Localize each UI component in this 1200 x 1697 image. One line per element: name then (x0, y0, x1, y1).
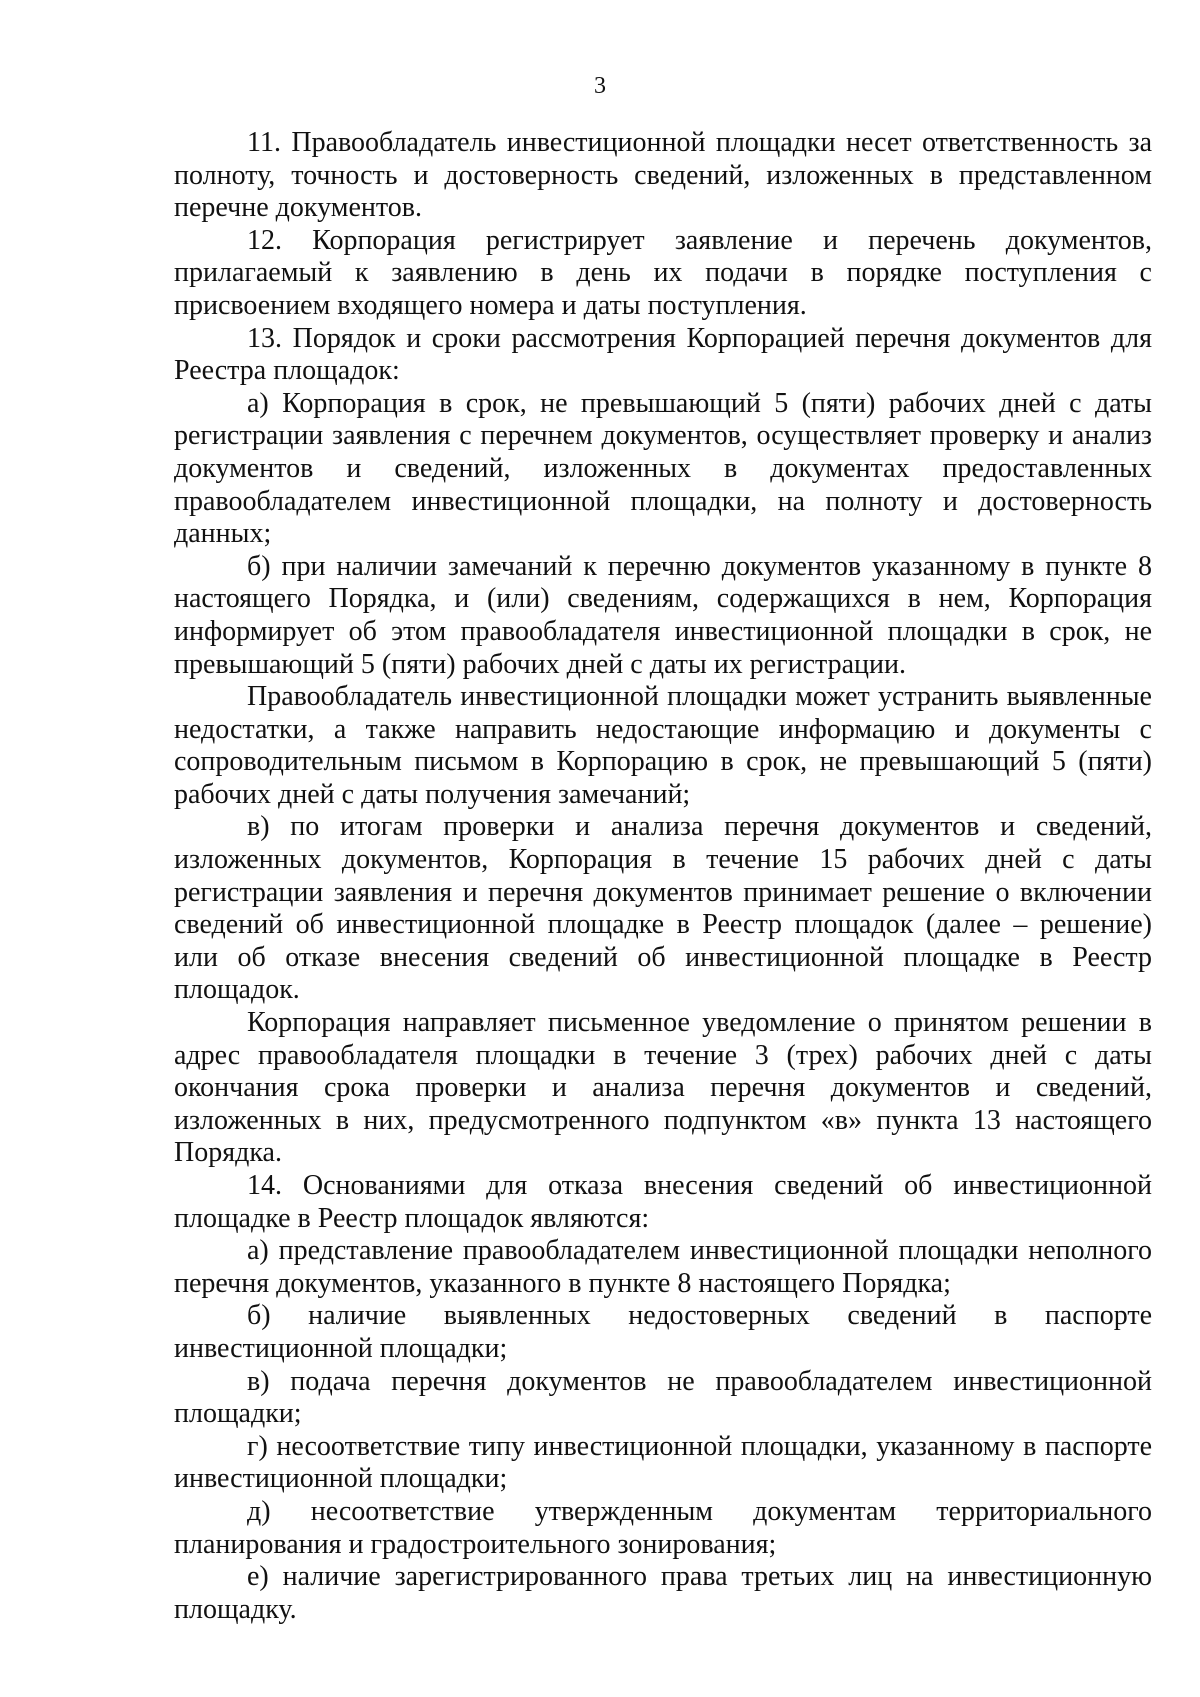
paragraph-14-v: в) подача перечня документов не правообладателем инвестиционной площадки; (174, 1365, 1152, 1430)
paragraph-13-b: б) при наличии замечаний к перечню документов указанному в пункте 8 настоящего Порядка, и (или) сведениям, содержащихся в нем, Корпорация информирует об этом правообладателя инвестиционной площадки в срок, не превышающий 5 (пяти) рабочих дней с даты их регистрации. (174, 550, 1152, 680)
paragraph-14: 14. Основаниями для отказа внесения сведений об инвестиционной площадке в Реестр площадок являются: (174, 1170, 1152, 1234)
paragraph-12: 12. Корпорация регистрирует заявление и перечень документов, прилагаемый к заявлению в день их подачи в порядке поступления с присвоением входящего номера и даты поступления. (174, 224, 1152, 321)
paragraph-13-b-continued: Правообладатель инвестиционной площадки может устранить выявленные недостатки, а также направить недостающие информацию и документы с сопроводительным письмом в Корпорацию в срок, не превышающий 5 (пяти) рабочих дней с даты получения замечаний; (174, 681, 1152, 810)
paragraph-11: 11. Правообладатель инвестиционной площадки несет ответственность за полноту, точность и достоверность сведений, изложенных в представленном перечне документов. (174, 127, 1152, 224)
paragraph-14-b: б) наличие выявленных недостоверных сведений в паспорте инвестиционной площадки; (174, 1300, 1152, 1364)
paragraph-14-g: г) несоответствие типу инвестиционной площадки, указанному в паспорте инвестиционной площадки; (174, 1430, 1152, 1495)
paragraph-13-v: в) по итогам проверки и анализа перечня документов и сведений, изложенных документов, Корпорация в течение 15 рабочих дней с даты регистрации заявления и перечня документов принимает решение о включении сведений об инвестиционной площадке в Реестр площадок (далее – решение) или об отказе внесения сведений об инвестиционной площадке в Реестр площадок. (174, 811, 1152, 1006)
paragraph-14-a: а) представление правообладателем инвестиционной площадки неполного перечня документов, указанного в пункте 8 настоящего Порядка; (174, 1235, 1152, 1299)
page-number: 3 (594, 73, 606, 99)
paragraph-13-a: а) Корпорация в срок, не превышающий 5 (пяти) рабочих дней с даты регистрации заявления с перечнем документов, осуществляет проверку и анализ документов и сведений, изложенных в документах предоставленных правообладателем инвестиционной площадки, на полноту и достоверность данных; (174, 387, 1152, 550)
paragraph-14-d: д) несоответствие утвержденным документам территориального планирования и градостроительного зонирования; (174, 1495, 1152, 1560)
paragraph-14-e: е) наличие зарегистрированного права третьих лиц на инвестиционную площадку. (174, 1561, 1152, 1625)
document-body (174, 127, 1152, 1626)
paragraph-13-v-continued: Корпорация направляет письменное уведомление о принятом решении в адрес правообладателя площадки в течение 3 (трех) рабочих дней с даты окончания срока проверки и анализа перечня документов и сведений, изложенных в них, предусмотренного подпунктом «в» пункта 13 настоящего Порядка. (174, 1007, 1152, 1169)
paragraph-13: 13. Порядок и сроки рассмотрения Корпорацией перечня документов для Реестра площадок: (174, 322, 1152, 387)
